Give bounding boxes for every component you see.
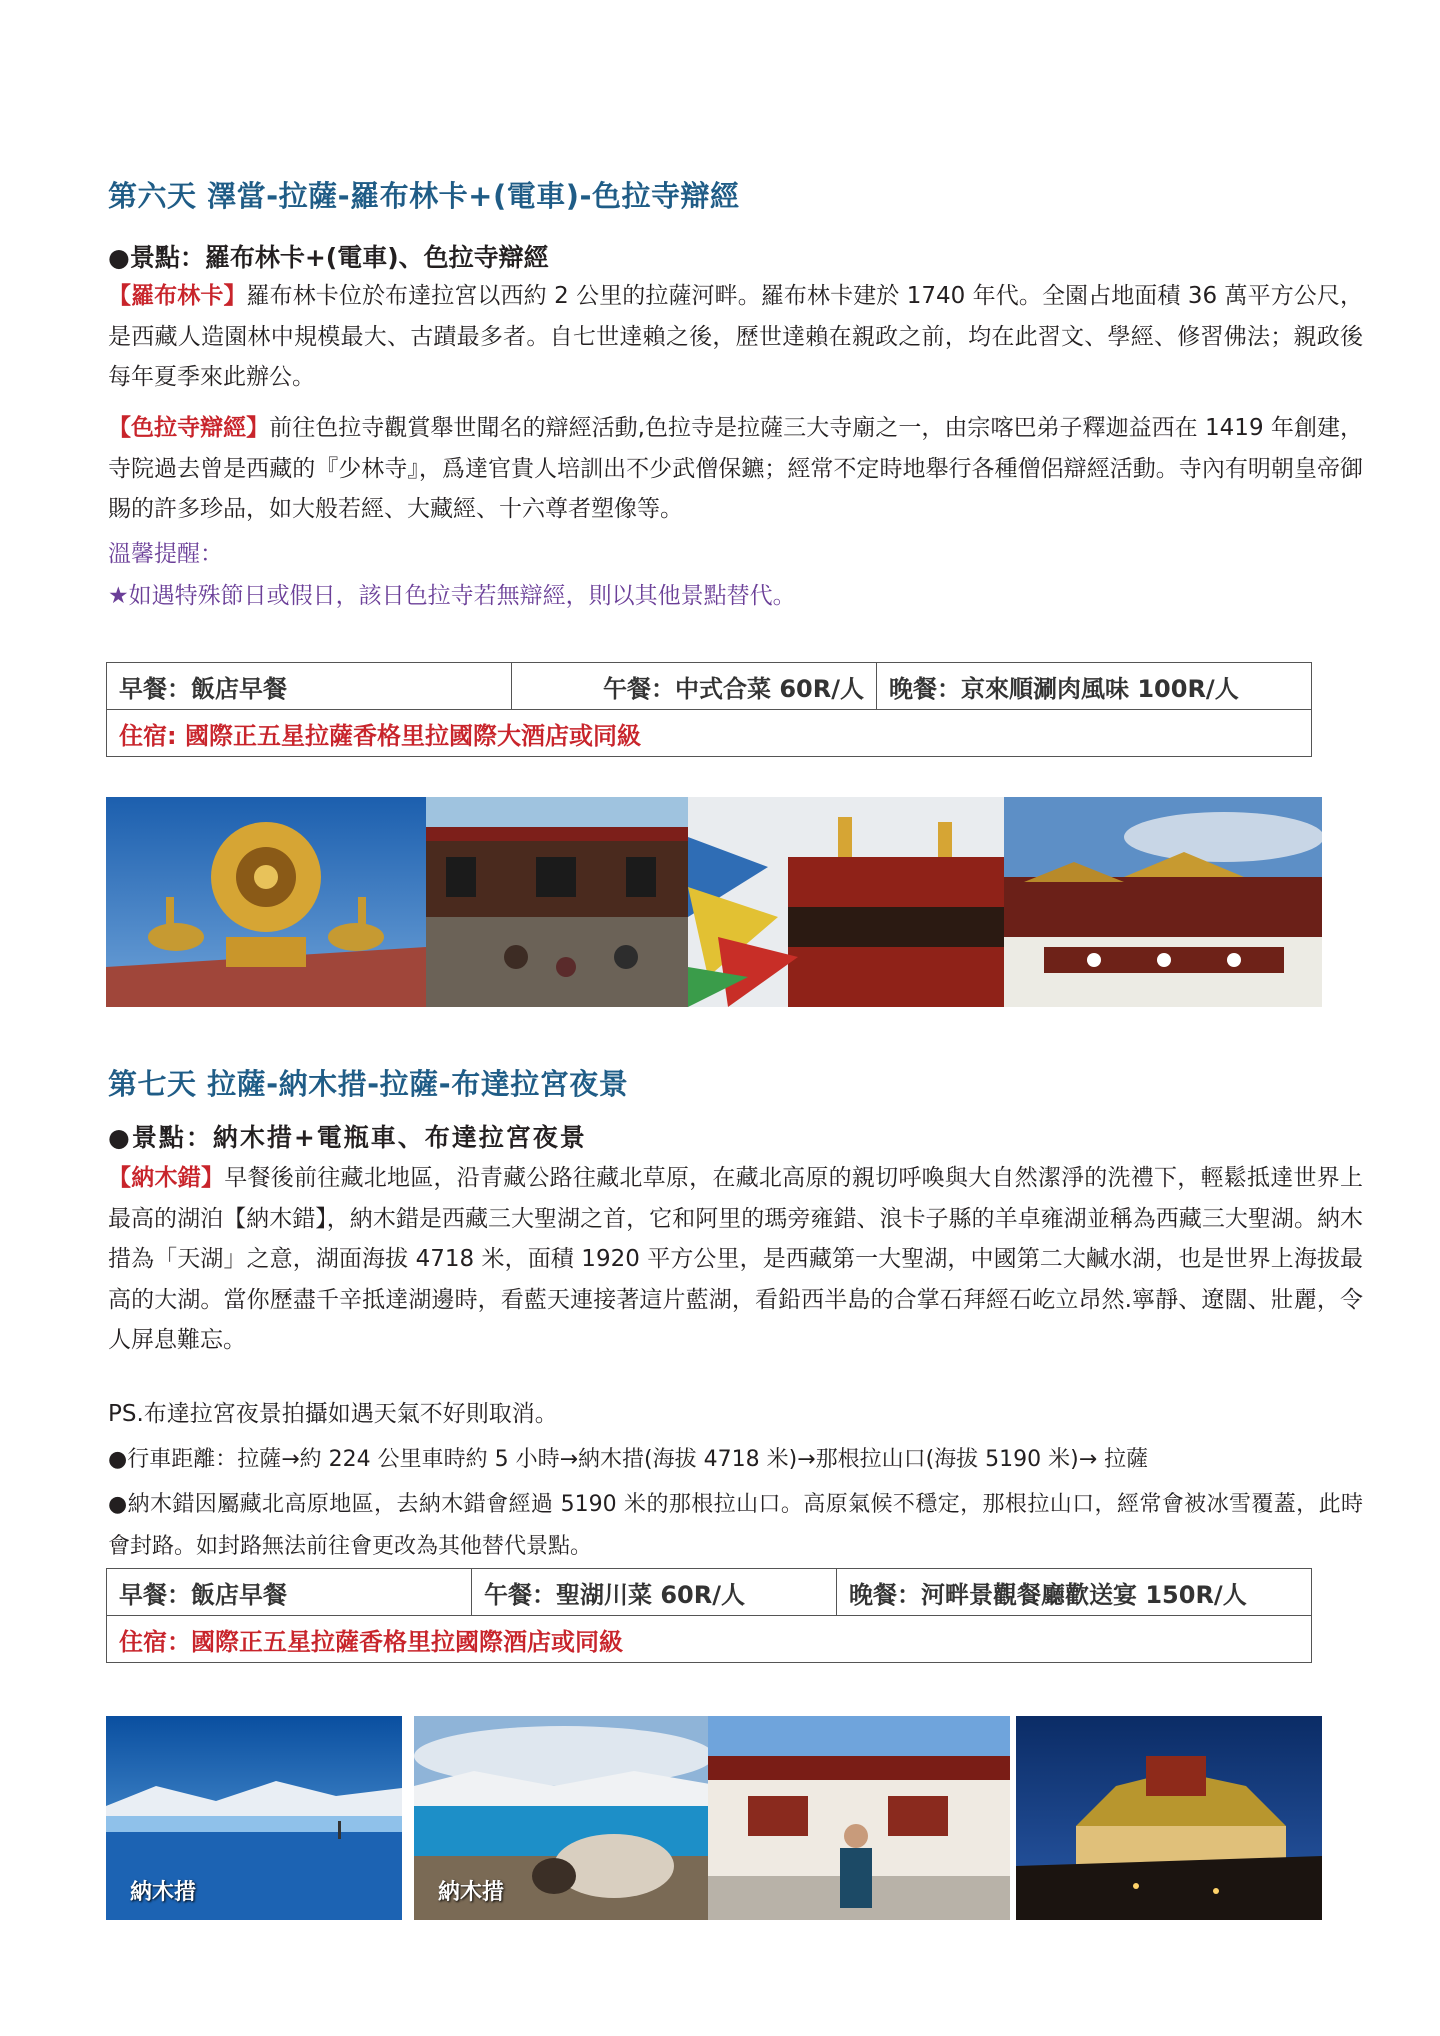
day6-meal-table xyxy=(106,662,1312,757)
day6-lunch: 午餐：中式合菜 60R/人 xyxy=(512,663,877,710)
namtso-tag: 【納木錯】 xyxy=(108,1165,225,1191)
day7-spots: ●景點：納木措+電瓶車、布達拉宮夜景 xyxy=(108,1123,587,1152)
sera-tag: 【色拉寺辯經】 xyxy=(108,415,270,441)
jokhang-courtyard-photo xyxy=(426,797,688,1007)
day7-dinner: 晚餐：河畔景觀餐廳歡送宴 150R/人 xyxy=(837,1569,1312,1616)
day7-title: 第七天 拉薩-納木措-拉薩-布達拉宮夜景 xyxy=(108,1067,629,1101)
prayer-flags-photo xyxy=(688,797,1004,1007)
dharma-wheel-photo xyxy=(106,797,426,1007)
namtso-text: 早餐後前往藏北地區，沿青藏公路往藏北草原，在藏北高原的親切呼喚與大自然潔淨的洗禮下，輕鬆抵達世界上最高的湖泊【納木錯】，納木錯是西藏三大聖湖之首，它和阿里的瑪旁雍錯、浪卡子縣的羊卓雍湖並稱為西藏三大聖湖。納木措為「天湖」之意，湖面海拔 4718 米，面積 1920 平方公里，是西藏第一大聖湖，中國第二大鹹水湖，也是世界上海拔最高的大湖。當你歷盡千辛抵達湖邊時，看藍天連接著這片藍湖，看鉛西半島的合掌石拜經石屹立昂然.寧靜、遼闊、壯麗，令人屏息難忘。 xyxy=(108,1165,1364,1353)
day7-distance: ●行車距離：拉薩→約 224 公里車時約 5 小時→納木措(海拔 4718 米)→那根拉山口(海拔 5190 米)→ 拉薩 xyxy=(108,1447,1149,1472)
day7-lunch: 午餐：聖湖川菜 60R/人 xyxy=(472,1569,837,1616)
day7-note: ●納木錯因屬藏北高原地區，去納木錯會經過 5190 米的那根拉山口。高原氣候不穩定，那根拉山口，經常會被冰雪覆蓋，此時會封路。如封路無法前往會更改為其他替代景點。 xyxy=(108,1492,1363,1559)
day6-hotel: 住宿: 國際正五星拉薩香格里拉國際大酒店或同級 xyxy=(107,710,1312,757)
tibetan-woman-photo xyxy=(708,1716,1010,1920)
day6-breakfast: 早餐：飯店早餐 xyxy=(107,663,512,710)
namtso-yak-photo xyxy=(414,1716,710,1920)
day7-ps: PS.布達拉宮夜景拍攝如遇天氣不好則取消。 xyxy=(108,1401,558,1427)
potala-night-photo xyxy=(1016,1716,1322,1920)
day7-paragraph-namtso xyxy=(108,1158,1363,1361)
day6-paragraph-sera xyxy=(108,408,1363,530)
day6-reminder-title: 溫馨提醒： xyxy=(108,541,223,567)
namtso-caption-1: 納木措 xyxy=(130,1879,197,1905)
namtso-lake-photo xyxy=(106,1716,402,1920)
day6-dinner: 晚餐：京來順涮肉風味 100R/人 xyxy=(877,663,1312,710)
norbulingka-text: 羅布林卡位於布達拉宮以西約 2 公里的拉薩河畔。羅布林卡建於 1740 年代。全園占地面積 36 萬平方公尺，是西藏人造園林中規模最大、古蹟最多者。自七世達賴之後，歷世達賴在親政之前，均在此習文、學經、修習佛法；親政後每年夏季來此辦公。 xyxy=(108,283,1363,390)
day6-title: 第六天 澤當-拉薩-羅布林卡+(電車)-色拉寺辯經 xyxy=(108,179,740,213)
day6-spots: ●景點：羅布林卡+(電車)、色拉寺辯經 xyxy=(108,243,549,272)
day7-breakfast: 早餐：飯店早餐 xyxy=(107,1569,472,1616)
norbulingka-tag: 【羅布林卡】 xyxy=(108,283,247,309)
namtso-caption-2: 納木措 xyxy=(438,1879,505,1905)
day7-hotel: 住宿：國際正五星拉薩香格里拉國際酒店或同級 xyxy=(107,1616,1312,1663)
day7-meal-table xyxy=(106,1568,1312,1663)
sera-text: 前往色拉寺觀賞舉世聞名的辯經活動,色拉寺是拉薩三大寺廟之一，由宗喀巴弟子釋迦益西在 1419 年創建，寺院過去曾是西藏的『少林寺』，爲達官貴人培訓出不少武僧保鑣；經常不定時地舉行各種僧侶辯經活動。寺內有明朝皇帝御賜的許多珍品，如大般若經、大藏經、十六尊者塑像等。 xyxy=(108,415,1363,522)
day6-reminder-text: ★如遇特殊節日或假日，該日色拉寺若無辯經，則以其他景點替代。 xyxy=(108,583,796,609)
day6-photo-strip xyxy=(106,797,1322,1007)
day6-paragraph-norbulingka xyxy=(108,276,1363,398)
jokhang-rooftop-photo xyxy=(1004,797,1322,1007)
